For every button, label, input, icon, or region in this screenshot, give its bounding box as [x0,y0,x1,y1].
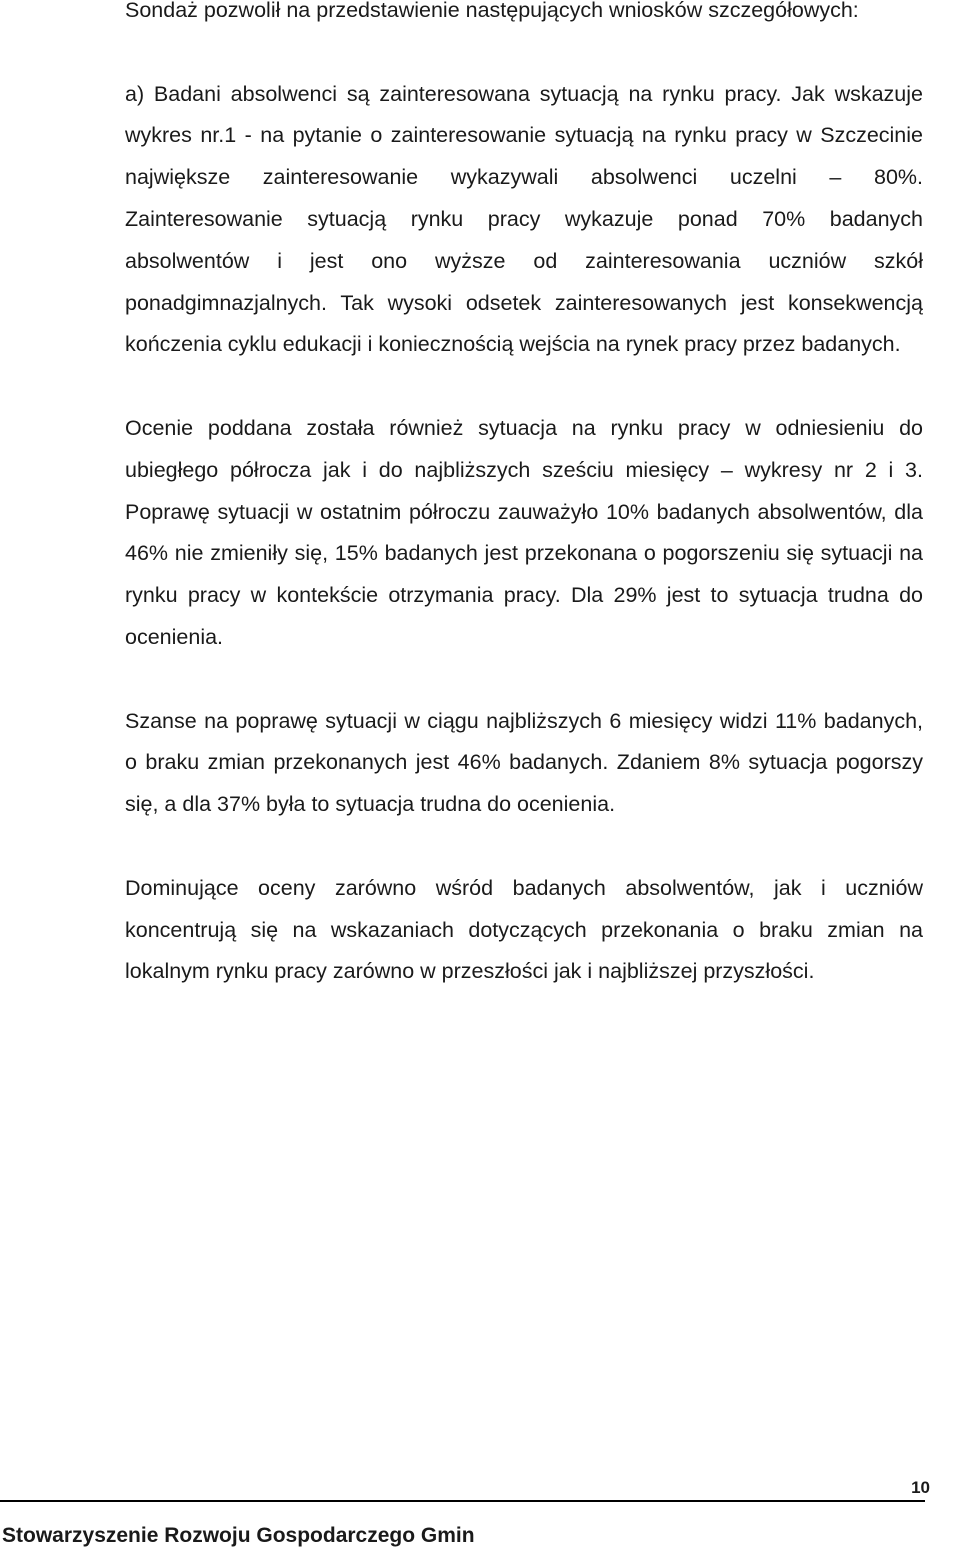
paragraph-ocenie: Ocenie poddana została również sytuacja na rynku pracy w odniesieniu do ubiegłego półrocza jak i do najbliższych sześciu miesięcy – wykresy nr 2 i 3. Poprawę sytuacji w ostatnim półroczu zauważyło 10% badanych absolwentów, dla 46% nie zmieniły się, 15% badanych jest przekonana o pogorszeniu się sytuacji na rynku pracy w kontekście otrzymania pracy. Dla 29% jest to sytuacja trudna do ocenienia. [125,415,923,649]
page-number: 10 [911,1478,930,1497]
paragraph-a: a) Badani absolwenci są zainteresowana sytuacją na rynku pracy. Jak wskazuje wykres nr.1 - na pytanie o zainteresowanie sytuacją na rynku pracy w Szczecinie największe zainteresowanie wykazywali absolwenci uczelni – 80%. Zainteresowanie sytuacją rynku pracy wykazuje ponad 70% badanych absolwentów i jest ono wyższe od zainteresowania uczniów szkół ponadgimnazjalnych. Tak wysoki odsetek zainteresowanych jest konsekwencją kończenia cyklu edukacji i koniecznością wejścia na rynek pracy przez badanych. [125,81,923,357]
footer-organization: Stowarzyszenie Rozwoju Gospodarczego Gmin [2,1524,475,1547]
paragraph-intro: Sondaż pozwolił na przedstawienie następujących wniosków szczegółowych: [125,0,859,22]
footer-divider [0,1500,925,1502]
paragraph-dominujace: Dominujące oceny zarówno wśród badanych absolwentów, jak i uczniów koncentrują się na wskazaniach dotyczących przekonania o braku zmian na lokalnym rynku pracy zarówno w przeszłości jak i najbliższej przyszłości. [125,875,923,984]
document-page [125,0,923,993]
paragraph-szanse: Szanse na poprawę sytuacji w ciągu najbliższych 6 miesięcy widzi 11% badanych, o braku zmian przekonanych jest 46% badanych. Zdaniem 8% sytuacja pogorszy się, a dla 37% była to sytuacja trudna do ocenienia. [125,708,923,817]
